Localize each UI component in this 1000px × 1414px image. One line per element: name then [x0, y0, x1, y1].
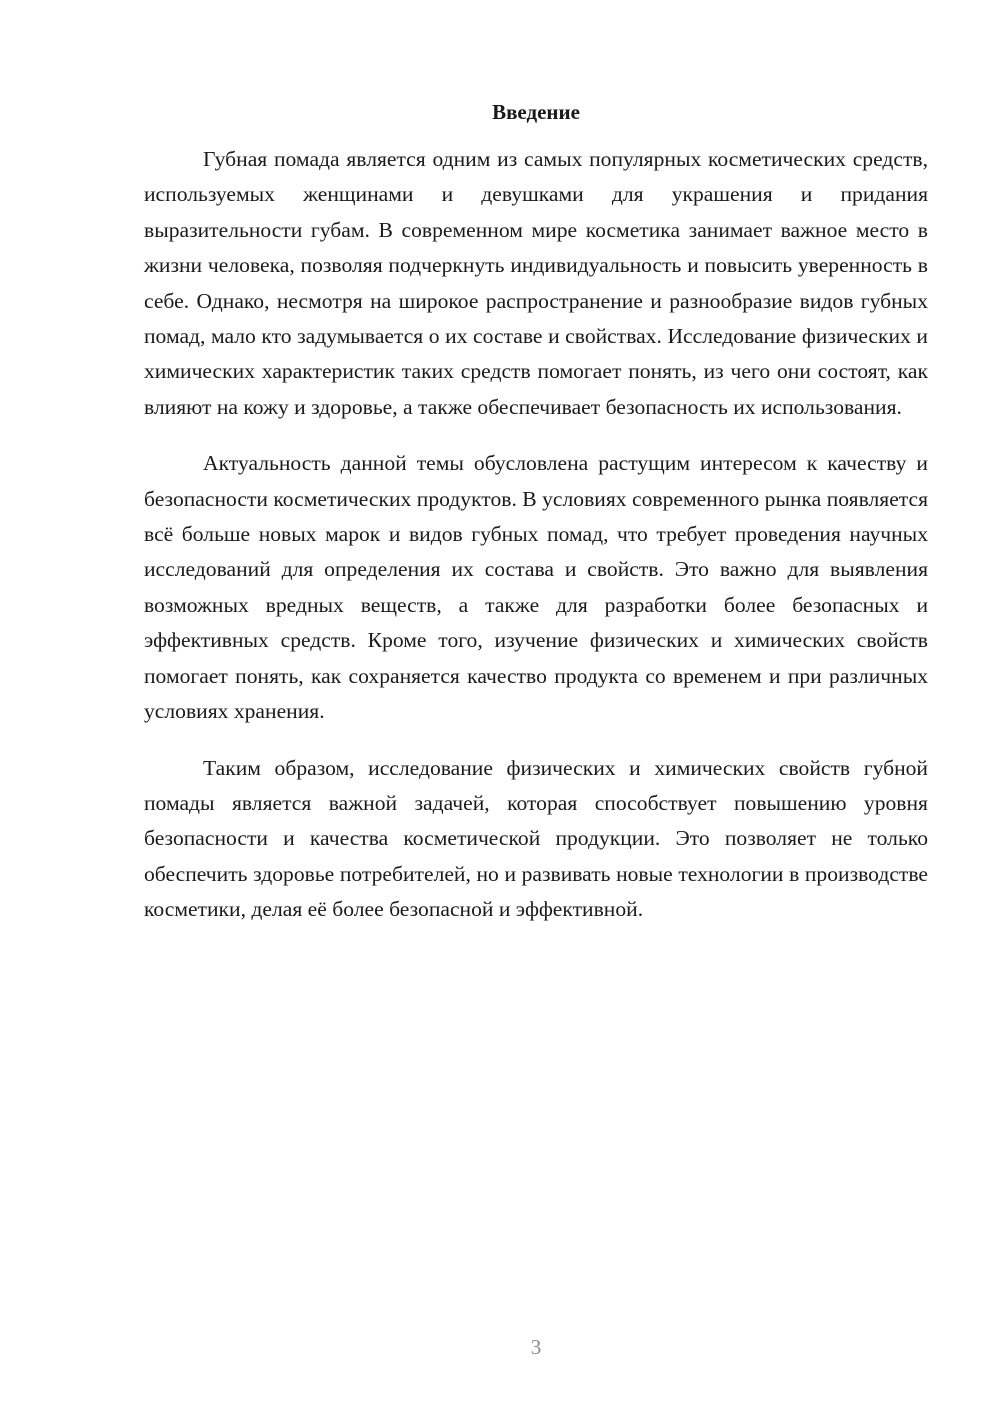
- section-heading: Введение: [492, 100, 580, 124]
- paragraph-relevance: Актуальность данной темы обусловлена растущим интересом к качеству и безопасности косметических продуктов. В условиях современного рынка появляется всё больше новых марок и видов губных помад, что требует проведения научных исследований для определения их состава и свойств. Это важно для выявления возможных вредных веществ, а также для разработки более безопасных и эффективных средств. Кроме того, изучение физических и химических свойств помогает понять, как сохраняется качество продукта со временем и при различных условиях хранения.: [144, 451, 928, 724]
- paragraph-conclusion: Таким образом, исследование физических и химических свойств губной помады является важной задачей, которая способствует повышению уровня безопасности и качества косметической продукции. Это позволяет не только обеспечить здоровье потребителей, но и развивать новые технологии в производстве косметики, делая её более безопасной и эффективной.: [144, 755, 928, 922]
- page-number: 3: [530, 1335, 542, 1359]
- body-text: [144, 142, 928, 949]
- paragraph-intro: Губная помада является одним из самых популярных косметических средств, используемых женщинами и девушками для украшения и придания выразительности губам. В современном мире косметика занимает важное место в жизни человека, позволяя подчеркнуть индивидуальность и повысить уверенность в себе. Однако, несмотря на широкое распространение и разнообразие видов губных помад, мало кто задумывается о их составе и свойствах. Исследование физических и химических характеристик таких средств помогает понять, из чего они состоят, как влияют на кожу и здоровье, а также обеспечивает безопасность их использования.: [144, 147, 928, 419]
